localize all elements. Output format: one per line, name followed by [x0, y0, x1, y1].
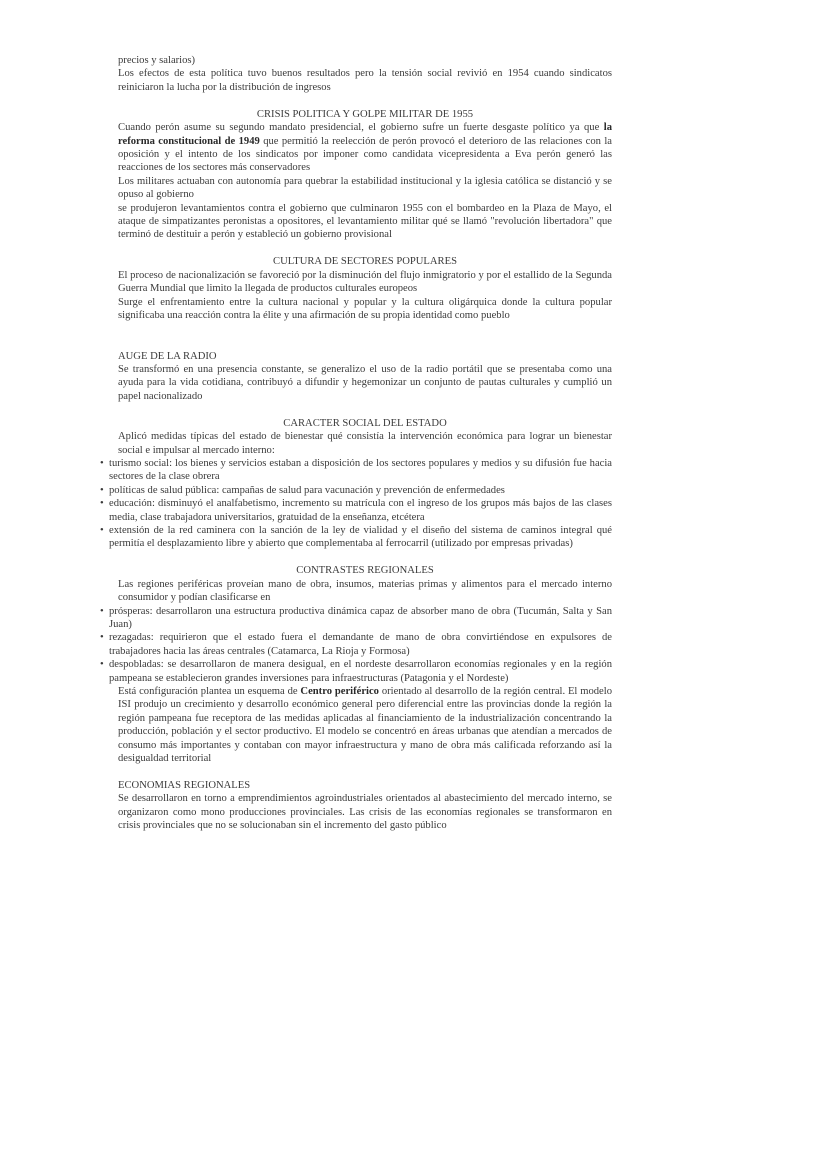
bullet-icon: • [100, 457, 104, 469]
cultura-paragraph-2: Surge el enfrentamiento entre la cultura nacional y popular y la cultura oligárquica donde la cultura popular significaba una reacción contra la élite y una afirmación de su propia identidad como pueblo [118, 296, 612, 322]
radio-paragraph: Se transformó en una presencia constante, se generalizo el uso de la radio portátil que se presentaba como una ayuda para la vida cotidiana, contribuyó a difundir y hegemonizar un conjunto de pautas culturales y cumplió un papel nacionalizado [118, 363, 612, 402]
intro-paragraph: Los efectos de esta política tuvo buenos resultados pero la tensión social revivió en 1954 cuando sindicatos reiniciaron la lucha por la distribución de ingresos [118, 68, 612, 93]
bold-phrase: Centro periférico [300, 686, 379, 698]
bullet-icon: • [100, 659, 104, 671]
list-item: • educación: disminuyó el analfabetismo, incremento su matrícula con el ingreso de los grupos más bajos de las clases media, clase trabajadora universitarios, gratuidad de la enseñanza, etcétera [100, 498, 612, 523]
contrastes-bullet-list [100, 605, 612, 685]
section-title-radio: AUGE DE LA RADIO [118, 350, 217, 362]
bold-phrase: la reforma constitucional de 1949 [118, 122, 612, 147]
list-item: • políticas de salud pública: campañas de salud para vacunación y prevención de enfermedades [100, 484, 505, 496]
crisis-paragraph-1: Cuando perón asume su segundo mandato presidencial, el gobierno sufre un fuerte desgaste político ya que la reforma constitucional de 1949 que permitió la reelección de perón provocó el deterioro de las relaciones con la oposición y el intento de los sindicatos por imponer como candidata vicepresidenta a Eva perón generó las reacciones de los sectores más conservadores [118, 122, 612, 174]
caracter-paragraph: Aplicó medidas típicas del estado de bienestar qué consistía la intervención económica para lograr un bienestar social e impulsar al mercado interno: [118, 431, 612, 456]
list-item: • rezagadas: requirieron que el estado fuera el demandante de mano de obra convirtiéndose en expulsores de trabajadores hacia las áreas centrales (Catamarca, La Rioja y Formosa) [100, 632, 612, 657]
section-title-economias: ECONOMIAS REGIONALES [118, 780, 251, 792]
bullet-icon: • [100, 498, 104, 510]
list-item: • despobladas: se desarrollaron de manera desigual, en el nordeste desarrollaron economías regionales y en la región pampeana se establecieron grandes inversiones para infraestructuras (Patagonia y el Nordeste) [100, 659, 612, 684]
intro-line: precios y salarios) [118, 55, 196, 66]
section-title-contrastes: CONTRASTES REGIONALES [296, 565, 434, 577]
list-item: • extensión de la red caminera con la sanción de la ley de vialidad y el diseño del sistema de caminos integral qué permitía el desplazamiento libre y abierto que complementaba al ferrocarril (utilizado por empresas privadas) [100, 524, 612, 550]
contrastes-paragraph-1: Las regiones periféricas proveían mano de obra, insumos, materias primas y alimentos para el mercado interno consumidor y podían clasificarse en [118, 578, 612, 604]
economias-paragraph: Se desarrollaron en torno a emprendimientos agroindustriales orientados al abastecimiento del mercado interno, se organizaron como mono producciones provinciales. Las crisis de las economías regionales se transformaron en crisis provinciales que no se solucionaban sin el incremento del gasto público [118, 793, 612, 832]
list-item: • prósperas: desarrollaron una estructura productiva dinámica capaz de absorber mano de obra (Tucumán, Salta y San Juan) [100, 605, 612, 630]
crisis-paragraph-2: Los militares actuaban con autonomía para quebrar la estabilidad institucional y la iglesia católica se distanció y se opuso al gobierno [118, 175, 612, 201]
bullet-icon: • [100, 524, 104, 536]
section-title-cultura: CULTURA DE SECTORES POPULARES [273, 256, 457, 268]
document-page [100, 54, 612, 833]
cultura-paragraph-1: El proceso de nacionalización se favoreció por la disminución del flujo inmigratorio y por el estallido de la Segunda Guerra Mundial que limito la llegada de productos culturales europeos [118, 269, 612, 295]
crisis-paragraph-3: se produjeron levantamientos contra el gobierno que culminaron 1955 con el bombardeo en la Plaza de Mayo, el ataque de simpatizantes peronistas a opositores, el levantamiento militar qué se llamó "revolución libertadora" que terminó de destituir a perón y estableció un gobierno provisional [118, 202, 612, 241]
bullet-icon: • [100, 605, 104, 617]
section-title-crisis: CRISIS POLITICA Y GOLPE MILITAR DE 1955 [256, 108, 474, 120]
bullet-icon: • [100, 632, 104, 644]
contrastes-paragraph-2: Está configuración plantea un esquema de Centro periférico orientado al desarrollo de la región central. El modelo ISI produjo un crecimiento y desarrollo económico general pero diferencial entre las provincias donde la región la región pampeana fue receptora de las medidas aplicadas al financiamiento de la industrialización concentrando la producción, población y el sector productivo. El modelo se concentró en áreas urbanas que atendían a mercados de consumo más importantes y contaban con mayor infraestructura y mano de obra más calificada reforzando así la desigualdad territorial [118, 686, 612, 765]
list-item: • turismo social: los bienes y servicios estaban a disposición de los sectores populares y medios y su difusión fue hacia sectores de la clase obrera [100, 457, 612, 483]
section-title-caracter: CARACTER SOCIAL DEL ESTADO [283, 417, 447, 429]
bullet-icon: • [100, 484, 104, 496]
caracter-bullet-list [100, 457, 612, 551]
